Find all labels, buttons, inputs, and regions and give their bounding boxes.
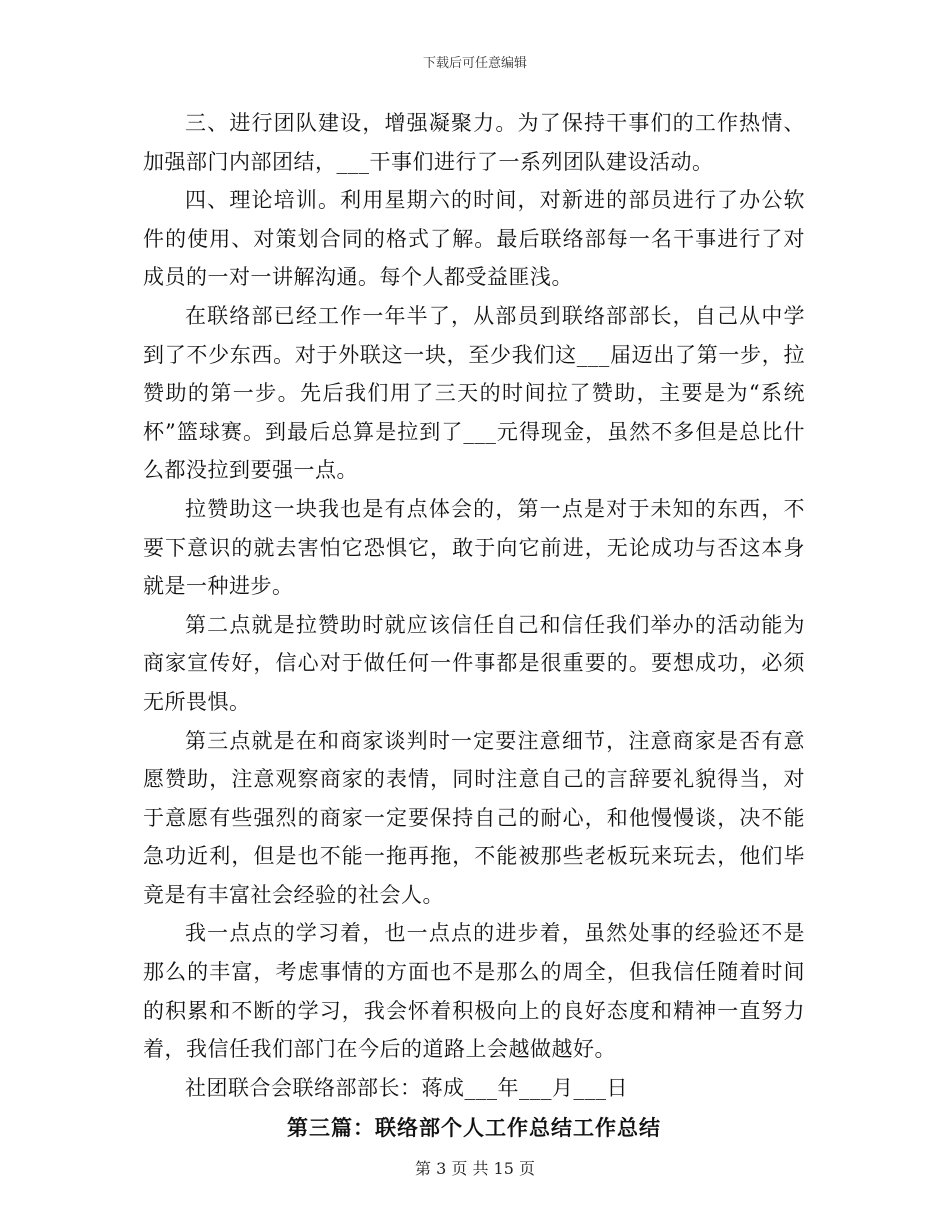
section-title: 第三篇：联络部个人工作总结工作总结: [287, 1116, 661, 1141]
paragraph-experience: 在联络部已经工作一年半了，从部员到联络部部长，自己从中学到了不少东西。对于外联这一块，至少我们这___届迈出了第一步，拉赞助的第一步。先后我们用了三天的时间拉了赞助，主要是为“系统杯”篮球赛。到最后总算是拉到了___元得现金，虽然不多但是总比什么都没拉到要强一点。: [143, 303, 805, 483]
document-body: [143, 104, 805, 1147]
paragraph-point-three: 第三点就是在和商家谈判时一定要注意细节，注意商家是否有意愿赞助，注意观察商家的表情，同时注意自己的言辞要礼貌得当，对于意愿有些强烈的商家一定要保持自己的耐心，和他慢慢谈，决不能急功近利，但是也不能一拖再拖，不能被那些老板玩来玩去，他们毕竟是有丰富社会经验的社会人。: [143, 728, 805, 907]
paragraph-point-one: 拉赞助这一块我也是有点体会的，第一点是对于未知的东西，不要下意识的就去害怕它恐惧它，敢于向它前进，无论成功与否这本身就是一种进步。: [143, 496, 805, 599]
paragraph-team-building: 三、进行团队建设，增强凝聚力。为了保持干事们的工作热情、加强部门内部团结，___干事们进行了一系列团队建设活动。: [143, 111, 805, 174]
paragraph-theory-training: 四、理论培训。利用星期六的时间，对新进的部员进行了办公软件的使用、对策划合同的格式了解。最后联络部每一名干事进行了对成员的一对一讲解沟通。每个人都受益匪浅。: [143, 188, 805, 290]
paragraph-conclusion: 我一点点的学习着，也一点点的进步着，虽然处事的经验还不是那么的丰富，考虑事情的方面也不是那么的周全，但我信任随着时间的积累和不断的学习，我会怀着积极向上的良好态度和精神一直努力着，我信任我们部门在今后的道路上会越做越好。: [143, 921, 805, 1062]
signature-line: 社团联合会联络部部长：蒋成___年___月___日: [185, 1075, 628, 1100]
page-header-note: 下载后可任意编辑: [422, 56, 527, 71]
page-number: 第 3 页 共 15 页: [415, 1159, 535, 1178]
paragraph-point-two: 第二点就是拉赞助时就应该信任自己和信任我们举办的活动能为商家宣传好，信心对于做任何一件事都是很重要的。要想成功，必须无所畏惧。: [143, 612, 805, 714]
